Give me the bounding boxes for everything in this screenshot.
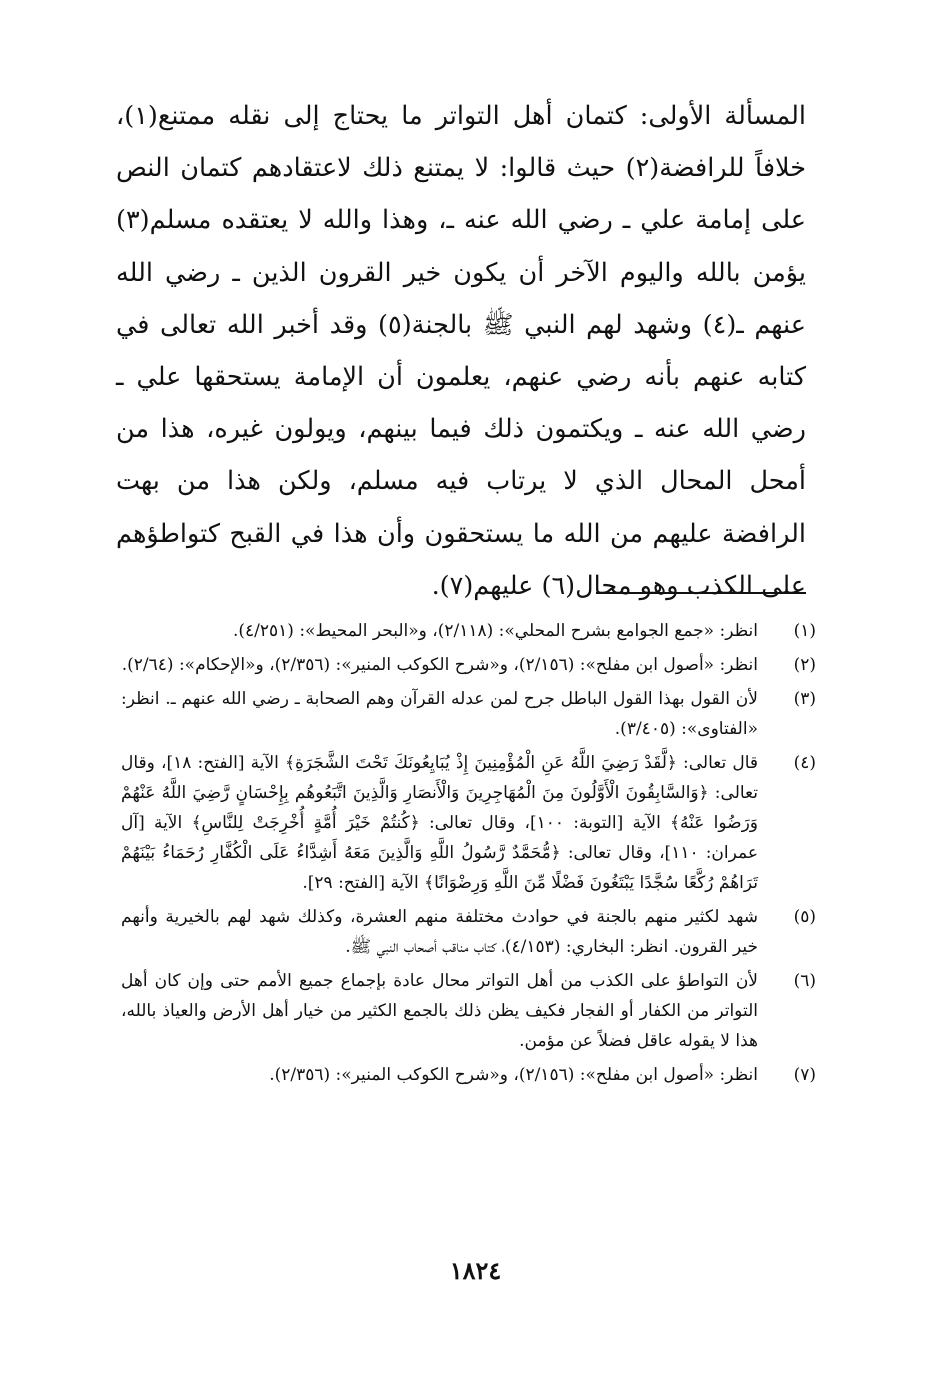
page-number: ١٨٢٤ xyxy=(449,1256,502,1285)
main-paragraph: المسألة الأولى: كتمان أهل التواتر ما يحتاج إلى نقله ممتنع(١)، خلافاً للرافضة(٢) حيث قالوا: لا يمتنع ذلك لاعتقادهم كتمان النص على إمامة علي ـ رضي الله عنه ـ، وهذا والله لا يعتقده مسلم(٣) يؤمن بالله واليوم الآخر أن يكون خير القرون الذين ـ رضي الله عنهم ـ(٤) وشهد لهم النبي ﷺ بالجنة(٥) وقد أخبر الله تعالى في كتابه عنهم بأنه رضي عنهم، يعلمون أن الإمامة يستحقها علي ـ رضي الله عنه ـ ويكتمون ذلك فيما بينهم، ويولون غيره، هذا من أمحل المحال الذي لا يرتاب فيه مسلم، ولكن هذا من بهت الرافضة عليهم من الله ما يستحقون وأن هذا في القبح كتواطؤهم على الكذب وهو محال(٦) عليهم(٧). xyxy=(116,101,806,601)
footnote-7 xyxy=(121,1060,816,1090)
main-text-block xyxy=(116,90,806,612)
footnote-text: انظر: «جمع الجوامع بشرح المحلي»: (٢/١١٨)، و«البحر المحيط»: (٤/٢٥١). xyxy=(232,621,758,641)
footnote-4 xyxy=(121,748,816,898)
footnote-number: (٧) xyxy=(793,1065,816,1085)
footnote-6 xyxy=(121,966,816,1056)
footnote-number: (٥) xyxy=(793,907,816,927)
footnotes-section xyxy=(121,616,816,1094)
footnote-text: شهد لكثير منهم بالجنة في حوادث مختلفة منهم العشرة، وكذلك شهد لهم بالخيرية وأنهم خير القرون. انظر: البخاري: (٤/١٥٣)، كتاب مناقب أصحاب النبي ﷺ. xyxy=(121,907,758,957)
footnote-3 xyxy=(121,684,816,744)
footnote-text: انظر: «أصول ابن مفلح»: (٢/١٥٦)، و«شرح الكوكب المنير»: (٢/٣٥٦). xyxy=(269,1065,758,1085)
footnote-number: (٤) xyxy=(793,753,816,773)
footnote-number: (١) xyxy=(793,621,816,641)
footnote-separator xyxy=(596,592,806,594)
footnote-2 xyxy=(121,650,816,680)
footnote-number: (٦) xyxy=(793,971,816,991)
footnote-text: لأن القول بهذا القول الباطل جرح لمن عدله القرآن وهم الصحابة ـ رضي الله عنهم ـ. انظر: «الفتاوى»: (٣/٤٠٥). xyxy=(121,689,758,739)
footnote-5 xyxy=(121,902,816,962)
footnote-text: لأن التواطؤ على الكذب من أهل التواتر محال عادة بإجماع جميع الأمم حتى وإن كان أهل التواتر من الكفار أو الفجار فكيف يظن ذلك بالجمع الكثير من خيار أهل الأرض والعياذ بالله، هذا لا يقوله عاقل فضلاً عن مؤمن. xyxy=(121,971,758,1051)
footnote-text: قال تعالى: ﴿لَّقَدْ رَضِيَ اللَّهُ عَنِ الْمُؤْمِنِينَ إِذْ يُبَايِعُونَكَ تَحْتَ الشَّجَرَةِ﴾ الآية [الفتح: ١٨]، وقال تعالى: ﴿وَالسَّابِقُونَ الْأَوَّلُونَ مِنَ الْمُهَاجِرِينَ وَالْأَنصَارِ وَالَّذِينَ اتَّبَعُوهُم بِإِحْسَانٍ رَّضِيَ اللَّهُ عَنْهُمْ وَرَضُوا عَنْهُ﴾ الآية [التوبة: ١٠٠]، وقال تعالى: ﴿كُنتُمْ خَيْرَ أُمَّةٍ أُخْرِجَتْ لِلنَّاسِ﴾ الآية [آل عمران: ١١٠]، وقال تعالى: ﴿مُّحَمَّدٌ رَّسُولُ اللَّهِ وَالَّذِينَ مَعَهُ أَشِدَّاءُ عَلَى الْكُفَّارِ رُحَمَاءُ بَيْنَهُمْ تَرَاهُمْ رُكَّعًا سُجَّدًا يَبْتَغُونَ فَضْلًا مِّنَ اللَّهِ وَرِضْوَانًا﴾ الآية [الفتح: ٢٩]. xyxy=(121,753,758,893)
footnote-number: (٣) xyxy=(793,689,816,709)
footnote-text: انظر: «أصول ابن مفلح»: (٢/١٥٦)، و«شرح الكوكب المنير»: (٢/٣٥٦)، و«الإحكام»: (٢/٦٤). xyxy=(121,655,758,675)
footnote-number: (٢) xyxy=(793,655,816,675)
footnote-1 xyxy=(121,616,816,646)
